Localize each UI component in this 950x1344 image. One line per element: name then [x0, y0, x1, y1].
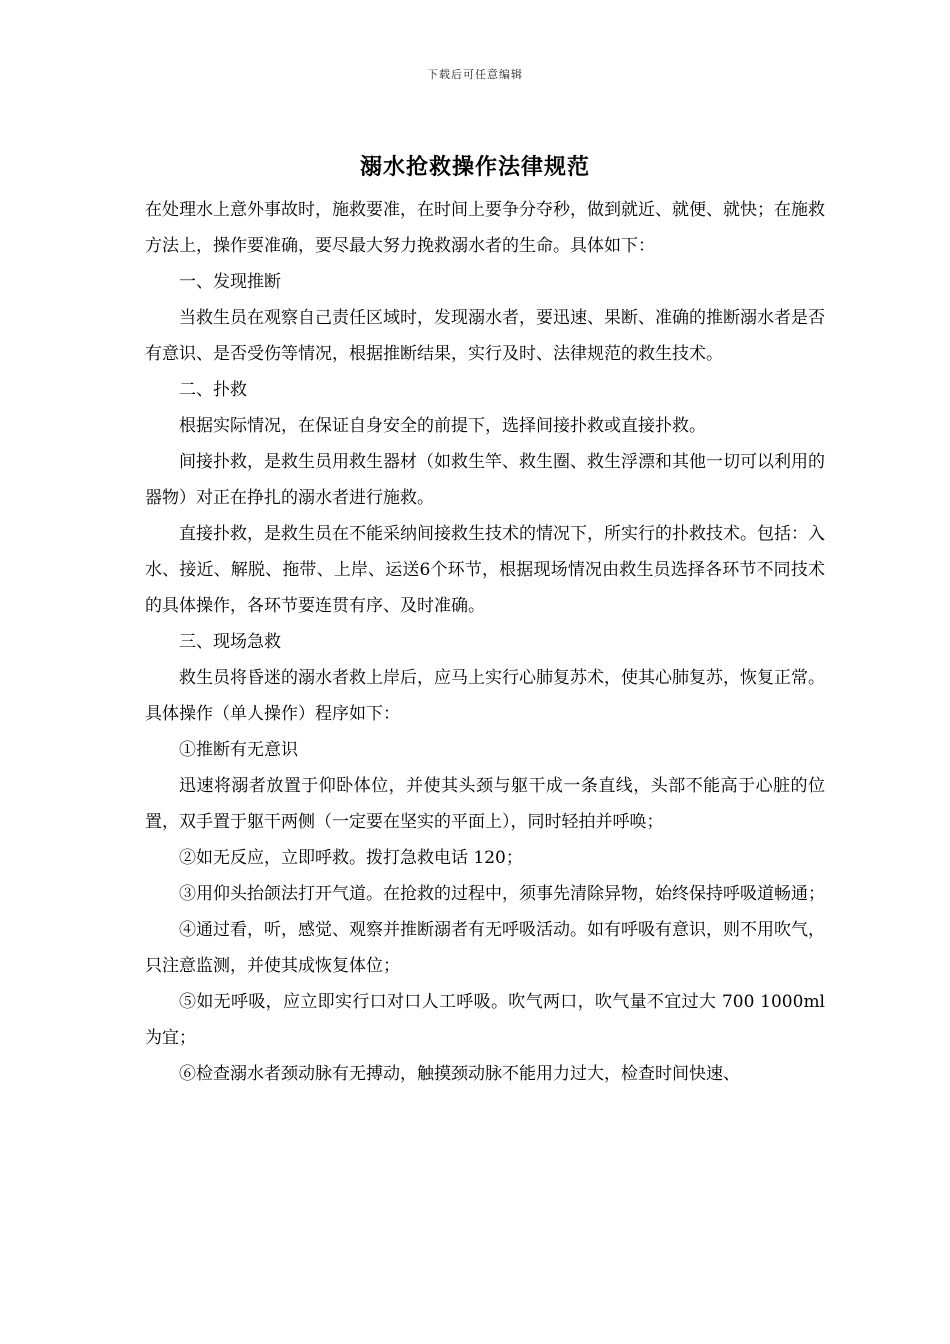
- section-heading-first-aid: 三、现场急救: [179, 632, 281, 652]
- document-body: [145, 192, 825, 1092]
- paragraph-discover: 当救生员在观察自己责任区域时，发现溺水者，要迅速、果断、准确的推断溺水者是否有意识、是否受伤等情况，根据推断结果，实行及时、法律规范的救生技术。: [145, 308, 825, 364]
- step-5-paragraph: ⑤如无呼吸，应立即实行口对口人工呼吸。吹气两口，吹气量不宜过大 700 1000ml 为宜；: [145, 992, 825, 1048]
- intro-paragraph: 在处理水上意外事故时，施救要准，在时间上要争分夺秒，做到就近、就便、就快；在施救方法上，操作要准确，要尽最大努力挽救溺水者的生命。具体如下：: [145, 200, 825, 256]
- paragraph-indirect-rescue: 间接扑救，是救生员用救生器材（如救生竿、救生圈、救生浮漂和其他一切可以利用的器物）对正在挣扎的溺水者进行施救。: [145, 452, 825, 508]
- paragraph-first-aid: 救生员将昏迷的溺水者救上岸后，应马上实行心肺复苏术，使其心肺复苏，恢复正常。具体操作（单人操作）程序如下：: [145, 668, 825, 724]
- paragraph-direct-rescue: 直接扑救，是救生员在不能采纳间接救生技术的情况下，所实行的扑救技术。包括：入水、接近、解脱、拖带、上岸、运送6个环节，根据现场情况由救生员选择各环节不同技术的具体操作，各环节要连贯有序、及时准确。: [145, 524, 825, 616]
- step-3-paragraph: ③用仰头抬颌法打开气道。在抢救的过程中，须事先清除异物，始终保持呼吸道畅通；: [179, 884, 825, 904]
- step-4-paragraph: ④通过看，听，感觉、观察并推断溺者有无呼吸活动。如有呼吸有意识，则不用吹气，只注意监测，并使其成恢复体位；: [145, 920, 825, 976]
- paragraph-rescue-choice: 根据实际情况，在保证自身安全的前提下，选择间接扑救或直接扑救。: [179, 416, 706, 436]
- section-heading-discover: 一、发现推断: [179, 272, 281, 292]
- step-6-paragraph: ⑥检查溺水者颈动脉有无搏动，触摸颈动脉不能用力过大，检查时间快速、: [179, 1064, 740, 1084]
- section-heading-rescue: 二、扑救: [179, 380, 247, 400]
- header-note: 下载后可任意编辑: [427, 68, 523, 81]
- step-1-heading: ①推断有无意识: [179, 740, 298, 760]
- document-title: 溺水抢救操作法律规范: [359, 154, 590, 180]
- step-2-paragraph: ②如无反应，立即呼救。拨打急救电话 120；: [179, 848, 523, 868]
- step-1-paragraph: 迅速将溺者放置于仰卧体位，并使其头颈与躯干成一条直线，头部不能高于心脏的位置，双手置于躯干两侧（一定要在坚实的平面上），同时轻拍并呼唤；: [145, 776, 825, 832]
